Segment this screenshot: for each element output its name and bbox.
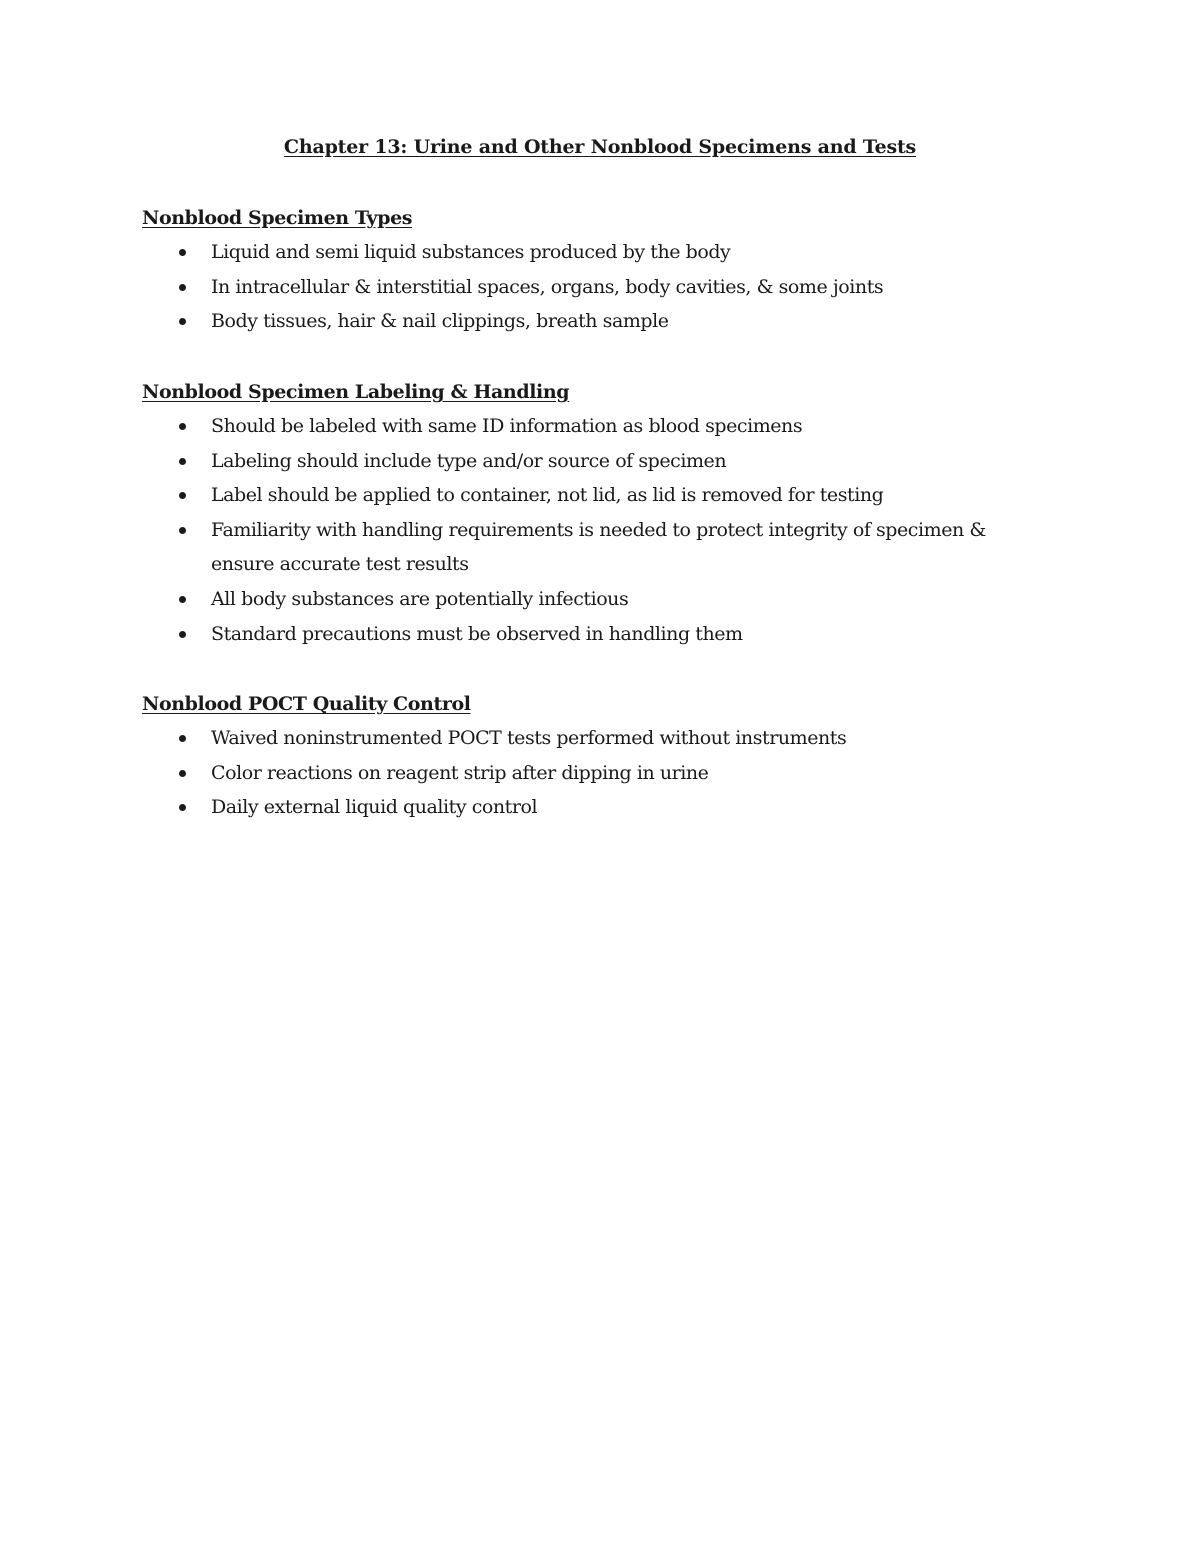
list-item (142, 270, 1042, 305)
bullet-icon (179, 492, 186, 499)
bullet-list (142, 409, 1042, 651)
page-title: Chapter 13: Urine and Other Nonblood Specimens and Tests (283, 136, 917, 158)
section-poct-quality-control (142, 687, 1042, 825)
section-heading: Nonblood POCT Quality Control (142, 693, 471, 715)
list-item (142, 617, 1042, 652)
bullet-icon (179, 596, 186, 603)
list-item-text: Color reactions on reagent strip after dipping in urine (211, 761, 709, 784)
list-item-text: Should be labeled with same ID information as blood specimens (211, 415, 803, 437)
list-item-text: Liquid and semi liquid substances produced by the body (211, 241, 731, 263)
list-item-text: Label should be applied to container, not lid, as lid is removed for testing (211, 484, 884, 507)
bullet-icon (179, 631, 186, 638)
list-item-text: In intracellular & interstitial spaces, organs, body cavities, & some joints (211, 275, 884, 298)
list-item (142, 582, 1042, 617)
bullet-icon (179, 770, 186, 777)
list-item (142, 409, 1042, 444)
list-item (142, 478, 1042, 513)
list-item (142, 444, 1042, 479)
list-item-text: Labeling should include type and/or source of specimen (211, 449, 727, 472)
list-item-text: Body tissues, hair & nail clippings, breath sample (211, 310, 669, 333)
list-item-text: Waived noninstrumented POCT tests performed without instruments (211, 727, 847, 749)
list-item-text: Familiarity with handling requirements is needed to protect integrity of specimen & ensure accurate test results (211, 518, 986, 576)
list-item-text: Daily external liquid quality control (211, 796, 538, 819)
bullet-list (142, 721, 1042, 825)
bullet-icon (179, 318, 186, 325)
bullet-icon (179, 527, 186, 534)
list-item (142, 304, 1042, 339)
list-item-text: Standard precautions must be observed in handling them (211, 622, 743, 645)
section-heading: Nonblood Specimen Labeling & Handling (142, 381, 570, 403)
section-specimen-types (142, 201, 1042, 339)
section-labeling-handling (142, 375, 1042, 651)
list-item (142, 513, 1042, 582)
section-heading: Nonblood Specimen Types (142, 207, 413, 229)
list-item-text: All body substances are potentially infectious (211, 587, 629, 610)
bullet-icon (179, 249, 186, 256)
bullet-icon (179, 735, 186, 742)
bullet-list (142, 235, 1042, 339)
bullet-icon (179, 804, 186, 811)
list-item (142, 756, 1042, 791)
list-item (142, 790, 1042, 825)
list-item (142, 235, 1042, 270)
bullet-icon (179, 458, 186, 465)
list-item (142, 721, 1042, 756)
bullet-icon (179, 284, 186, 291)
bullet-icon (179, 423, 186, 430)
